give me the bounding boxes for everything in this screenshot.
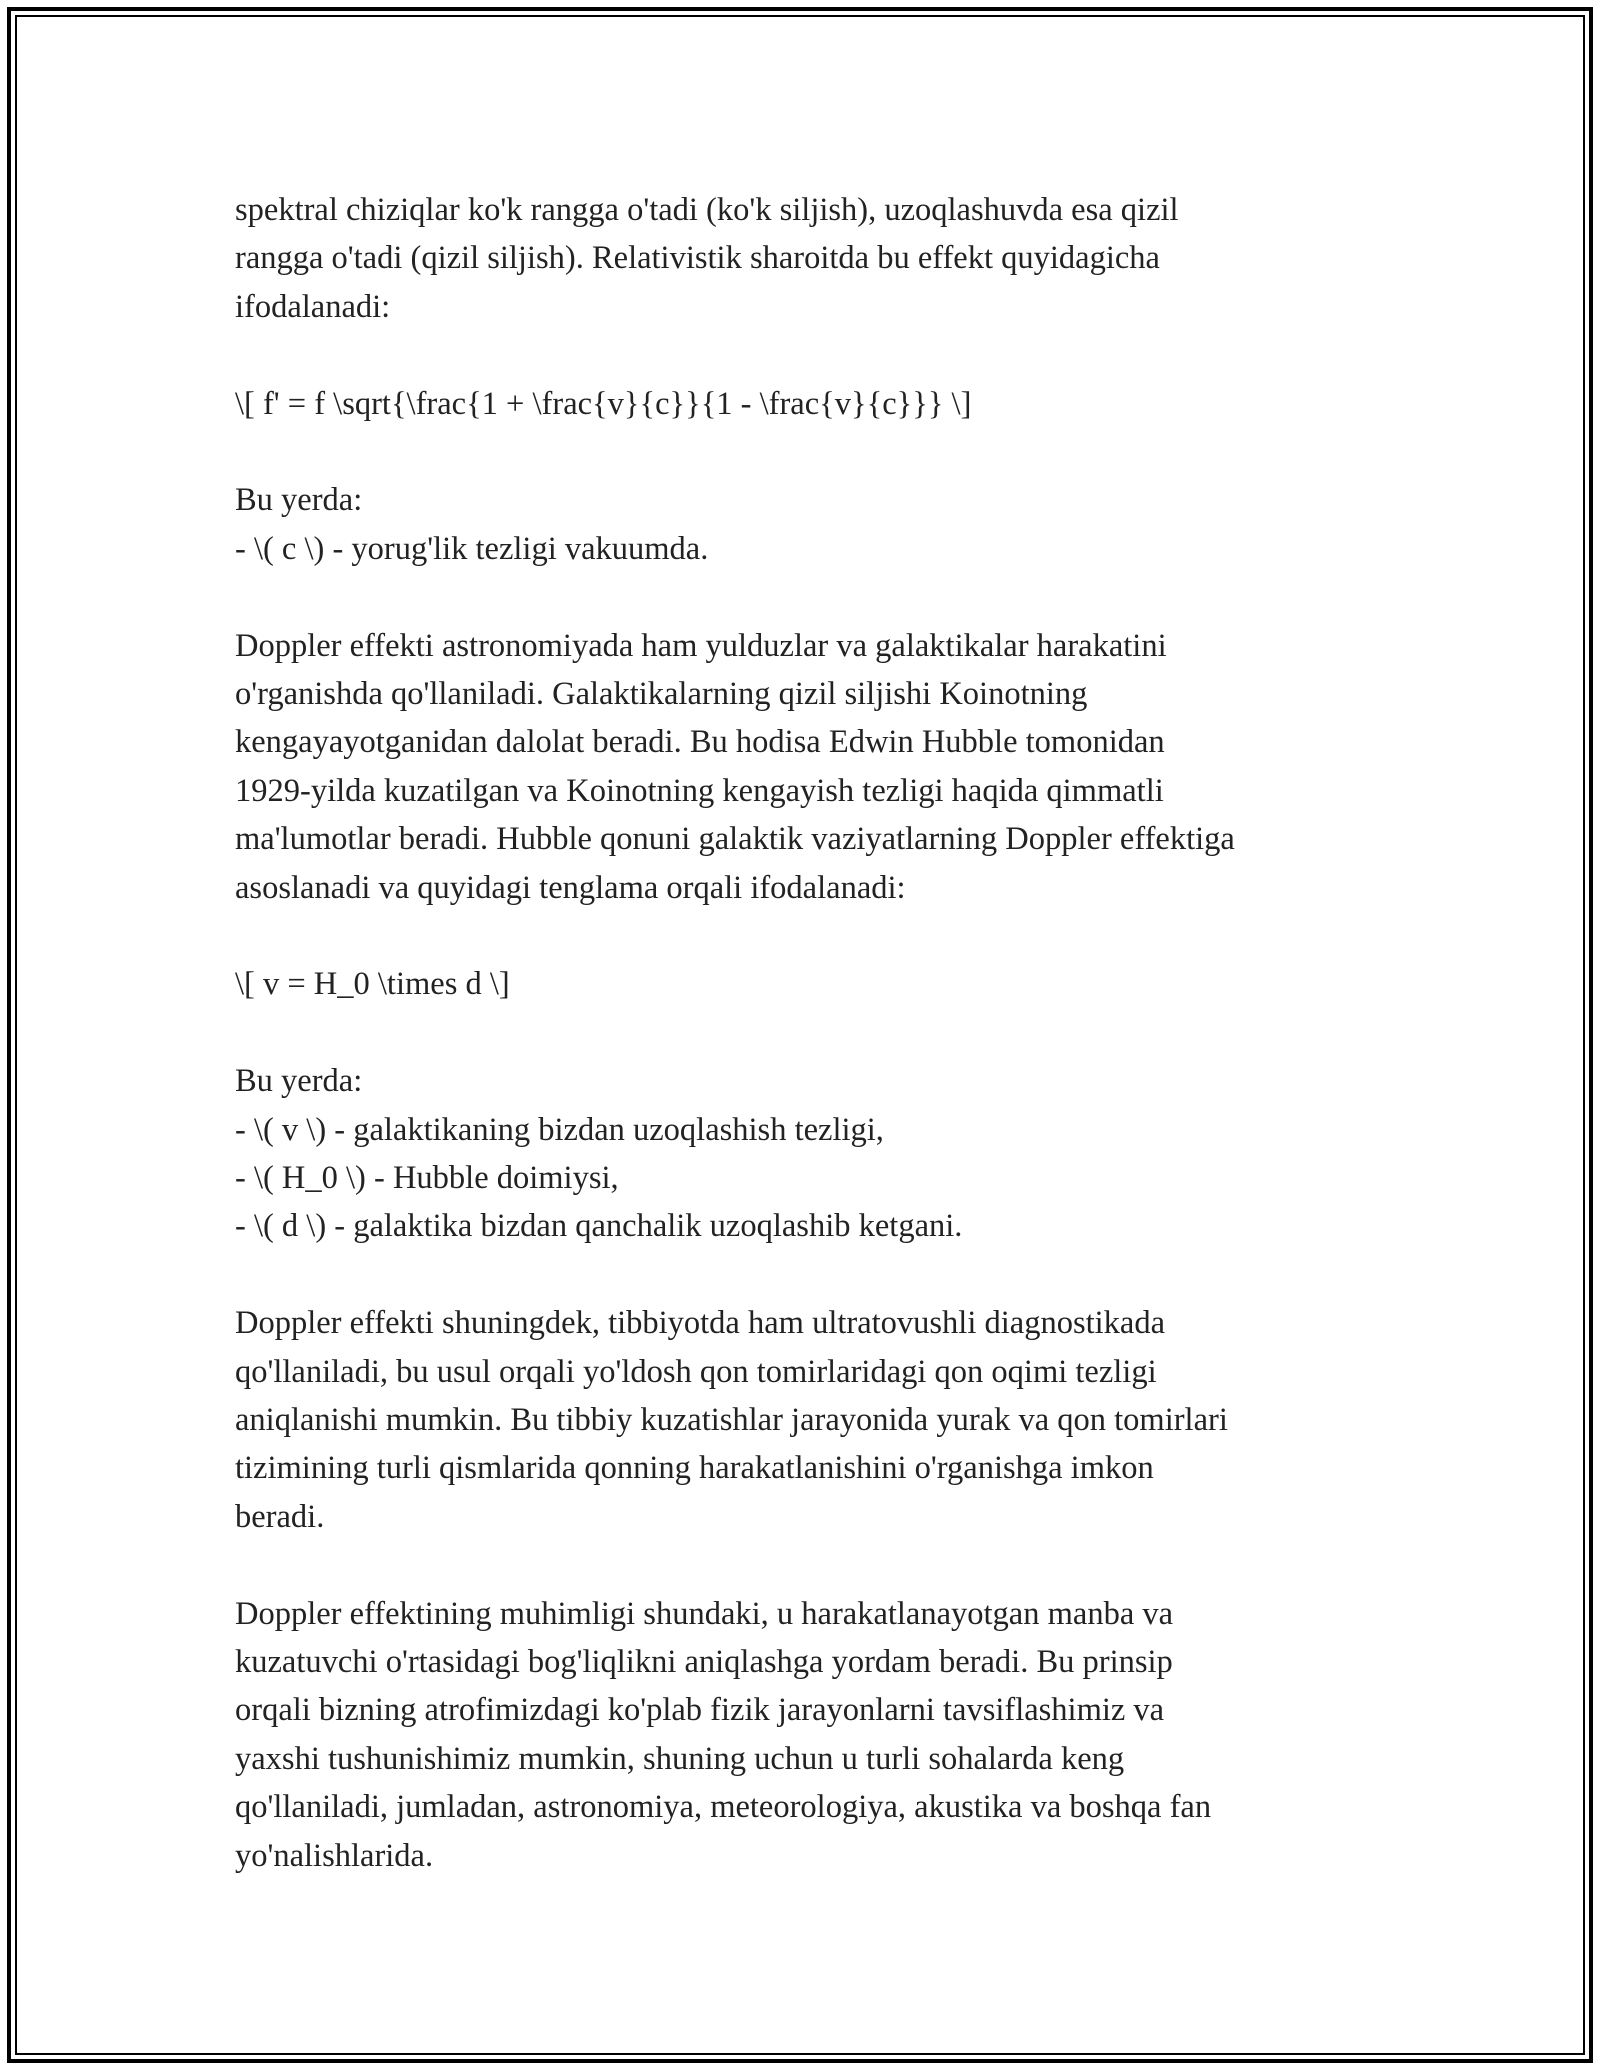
equation-hubble-law: \[ v = H_0 \times d \]: [235, 966, 510, 1003]
text-line: 1929-yilda kuzatilgan va Koinotning kengayish tezligi haqida qimmatli: [235, 772, 1164, 809]
paragraph-astronomy: [235, 622, 1385, 912]
text-line: yo'nalishlarida.: [235, 1837, 434, 1874]
paragraph-spectral-shift: [235, 186, 1385, 331]
paragraph-gap: [235, 428, 1385, 476]
document-body: [235, 186, 1385, 1880]
text-line: yaxshi tushunishimiz mumkin, shuning uchun u turli sohalarda keng: [235, 1740, 1125, 1777]
paragraph-gap: [235, 1009, 1385, 1057]
text-line: o'rganishda qo'llaniladi. Galaktikalarning qizil siljishi Koinotning: [235, 676, 1088, 713]
text-line: kuzatuvchi o'rtasidagi bog'liqlikni aniqlashga yordam beradi. Bu prinsip: [235, 1644, 1173, 1681]
text-line: asoslanadi va quyidagi tenglama orqali ifodalanadi:: [235, 869, 906, 906]
paragraph-medicine: [235, 1299, 1385, 1541]
text-line: rangga o'tadi (qizil siljish). Relativistik sharoitda bu effekt quyidagicha: [235, 240, 1160, 277]
definition-item: - \( d \) - galaktika bizdan qanchalik uzoqlashib ketgani.: [235, 1208, 963, 1245]
paragraph-importance: [235, 1590, 1385, 1880]
text-line: beradi.: [235, 1498, 325, 1535]
paragraph-gap: [235, 1251, 1385, 1299]
paragraph-gap: [235, 331, 1385, 379]
text-line: aniqlanishi mumkin. Bu tibbiy kuzatishlar jarayonida yurak va qon tomirlari: [235, 1402, 1228, 1439]
text-line: tizimining turli qismlarida qonning harakatlanishini o'rganishga imkon: [235, 1450, 1154, 1487]
text-line: spektral chiziqlar ko'k rangga o'tadi (ko'k siljish), uzoqlashuvda esa qizil: [235, 192, 1179, 228]
text-line: Doppler effekti shuningdek, tibbiyotda ham ultratovushli diagnostikada: [235, 1305, 1165, 1342]
text-line: ma'lumotlar beradi. Hubble qonuni galaktik vaziyatlarning Doppler effektiga: [235, 821, 1235, 858]
definitions-heading: Bu yerda:: [235, 1063, 363, 1100]
text-line: orqali bizning atrofimizdagi ko'plab fizik jarayonlarni tavsiflashimiz va: [235, 1692, 1165, 1729]
text-line: kengayayotganidan dalolat beradi. Bu hodisa Edwin Hubble tomonidan: [235, 724, 1165, 761]
definitions-heading: Bu yerda:: [235, 482, 363, 519]
definition-item: - \( v \) - galaktikaning bizdan uzoqlashish tezligi,: [235, 1111, 884, 1148]
text-line: Doppler effekti astronomiyada ham yulduzlar va galaktikalar harakatini: [235, 627, 1167, 664]
text-line: ifodalanadi:: [235, 288, 391, 325]
definition-item: - \( H_0 \) - Hubble doimiysi,: [235, 1160, 619, 1197]
paragraph-gap: [235, 912, 1385, 960]
equation-relativistic-doppler: \[ f' = f \sqrt{\frac{1 + \frac{v}{c}}{1 - \frac{v}{c}}} \]: [235, 385, 972, 422]
definition-item: - \( c \) - yorug'lik tezligi vakuumda.: [235, 530, 709, 567]
paragraph-gap: [235, 1541, 1385, 1589]
definitions-list-1: [235, 476, 1385, 573]
paragraph-gap: [235, 573, 1385, 621]
definitions-list-2: [235, 1057, 1385, 1251]
text-line: qo'llaniladi, jumladan, astronomiya, meteorologiya, akustika va boshqa fan: [235, 1789, 1212, 1826]
text-line: Doppler effektining muhimligi shundaki, u harakatlanayotgan manba va: [235, 1595, 1174, 1632]
text-line: qo'llaniladi, bu usul orqali yo'ldosh qon tomirlaridagi qon oqimi tezligi: [235, 1353, 1157, 1390]
